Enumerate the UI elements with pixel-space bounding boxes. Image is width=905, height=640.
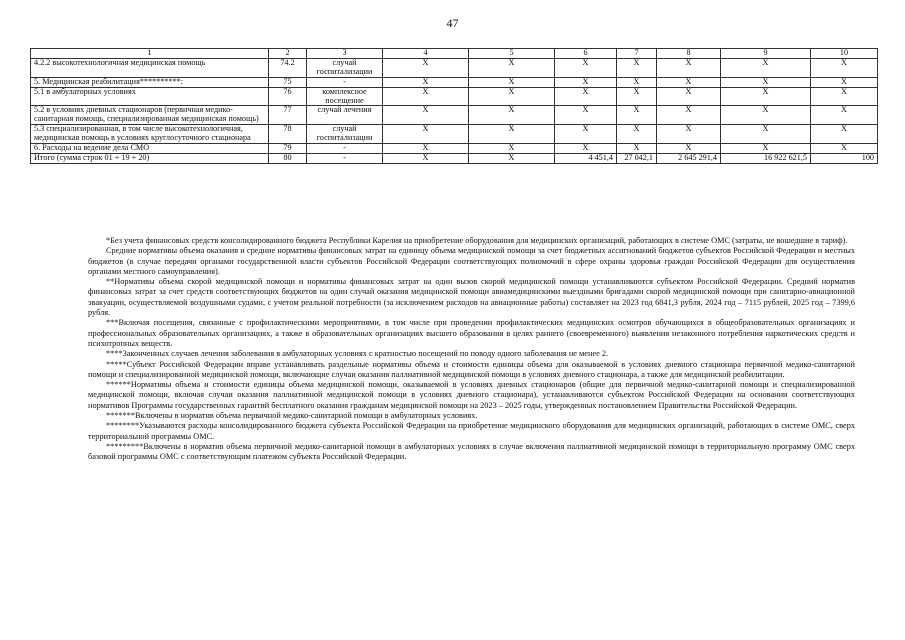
table-cell: X bbox=[657, 77, 721, 87]
table-cell: X bbox=[469, 153, 555, 163]
table-cell: X bbox=[469, 59, 555, 78]
table-cell: 76 bbox=[269, 87, 307, 106]
table-cell: комплексное посещение bbox=[307, 87, 383, 106]
table-cell: 79 bbox=[269, 143, 307, 153]
table-cell: X bbox=[469, 106, 555, 125]
footnote: ******Нормативы объема и стоимости единицы объема медицинской помощи, оказываемой в условиях дневных стационаров (общие для первичной медико-санитарной помощи и специализированной медицинской помощи, включая случаи оказания паллиативной медицинской помощи в условиях дневного стационара), устанавливаются субъектом Российской Федерации на основании соответствующих нормативов Программы государственных гарантий бесплатного оказания гражданам медицинской помощи на 2023 – 2025 годы, утвержденных постановлением Правительства Российской Федерации. bbox=[88, 380, 855, 410]
table-cell: X bbox=[721, 87, 811, 106]
column-number-cell: 4 bbox=[383, 49, 469, 59]
table-cell: X bbox=[657, 143, 721, 153]
column-number-cell: 8 bbox=[657, 49, 721, 59]
row-name-cell: 6. Расходы на ведение дела СМО bbox=[31, 143, 269, 153]
row-name-cell: Итого (сумма строк 01 + 19 + 20) bbox=[31, 153, 269, 163]
row-name-cell: 5.2 в условиях дневных стационаров (первичная медико-санитарная помощь, специализированная медицинская помощь) bbox=[31, 106, 269, 125]
column-number-cell: 3 bbox=[307, 49, 383, 59]
table-cell: X bbox=[555, 143, 617, 153]
table-cell: X bbox=[657, 59, 721, 78]
table-cell: X bbox=[555, 59, 617, 78]
table-cell: 100 bbox=[811, 153, 878, 163]
row-name-cell: 5. Медицинская реабилитация**********: bbox=[31, 77, 269, 87]
column-number-cell: 2 bbox=[269, 49, 307, 59]
table-cell: 27 042,1 bbox=[617, 153, 657, 163]
table-cell: X bbox=[811, 77, 878, 87]
table-cell: X bbox=[617, 143, 657, 153]
table-cell: X bbox=[657, 106, 721, 125]
table-cell: 2 645 291,4 bbox=[657, 153, 721, 163]
table-cell: X bbox=[555, 87, 617, 106]
table-cell: X bbox=[469, 125, 555, 144]
footnote: *Без учета финансовых средств консолидированного бюджета Республики Карелия на приобретение оборудования для медицинских организаций, работающих в системе ОМС (затраты, не вошедшие в тариф). bbox=[106, 236, 848, 245]
footnote: ********Указываются расходы консолидированного бюджета субъекта Российской Федерации на приобретение медицинского оборудования для медицинских организаций, работающих в системе ОМС, сверх территориальной программы ОМС. bbox=[88, 421, 855, 441]
table-cell: X bbox=[617, 125, 657, 144]
table-row bbox=[31, 143, 878, 153]
table-cell: - bbox=[307, 143, 383, 153]
page-number: 47 bbox=[446, 16, 459, 30]
column-number-cell: 6 bbox=[555, 49, 617, 59]
table-cell: X bbox=[617, 87, 657, 106]
table-cell: 16 922 621,5 bbox=[721, 153, 811, 163]
norms-table bbox=[30, 48, 878, 164]
table-cell: 74.2 bbox=[269, 59, 307, 78]
table-cell: 75 bbox=[269, 77, 307, 87]
footnote: *****Субъект Российской Федерации вправе устанавливать раздельные нормативы объема и стоимости единицы объема для оказываемой в условиях дневного стационара первичной медико-санитарной помощи и специализированной медицинской помощи, включающие случаи оказания паллиативной медицинской помощи в условиях дневного стационара, а также для медицинской реабилитации. bbox=[88, 359, 855, 379]
table-cell: случай лечения bbox=[307, 106, 383, 125]
table-cell: X bbox=[383, 143, 469, 153]
table-cell: X bbox=[811, 59, 878, 78]
table-cell: X bbox=[657, 125, 721, 144]
table-cell: - bbox=[307, 77, 383, 87]
footnote: **Нормативы объема скорой медицинской помощи и нормативы финансовых затрат на один вызов скорой медицинской помощи устанавливаются субъектом Российской Федерации. Средний норматив финансовых затрат за счет средств соответствующих бюджетов на один случай оказания медицинской помощи авиамедицинскими выездными бригадами скорой медицинской помощи при санитарно-авиационной эвакуации, осуществляемой воздушными судами, с учетом реальной потребности (за исключением расходов на авиационные работы) составляет на 2023 год 6841,3 рубля, 2024 год – 7115 рублей, 2025 год – 7399,6 рубля. bbox=[88, 277, 855, 318]
footnote: *******Включены в норматив объема первичной медико-санитарной помощи в амбулаторных условиях. bbox=[106, 411, 478, 421]
footnote: ***Включая посещения, связанные с профилактическими мероприятиями, в том числе при проведении профилактических медицинских осмотров обучающихся в общеобразовательных организациях и профессиональных образовательных организациях, а также в образовательных организациях высшего образования в целях раннего (своевременного) выявления незаконного потребления наркотических средств и психотропных веществ. bbox=[88, 318, 855, 348]
footnote: Средние нормативы объема оказания и средние нормативы финансовых затрат на единицу объема медицинской помощи за счет бюджетных ассигнований бюджетов субъектов Российской Федерации и местных бюджетов (в случае передачи органами государственной власти субъектов Российской Федерации соответствующих полномочий в сфере охраны здоровья граждан Российской Федерации для осуществления органами местного самоуправления). bbox=[88, 246, 855, 276]
table-cell: 4 451,4 bbox=[555, 153, 617, 163]
table-cell: X bbox=[721, 106, 811, 125]
column-number-cell: 5 bbox=[469, 49, 555, 59]
table-row bbox=[31, 87, 878, 106]
table-cell: - bbox=[307, 153, 383, 163]
table-cell: X bbox=[721, 125, 811, 144]
table-cell: X bbox=[811, 106, 878, 125]
row-name-cell: 5.3 специализированная, в том числе высокотехнологичная, медицинская помощь в условиях круглосуточного стационара bbox=[31, 125, 269, 144]
column-number-cell: 1 bbox=[31, 49, 269, 59]
table-cell: X bbox=[383, 87, 469, 106]
table-cell: X bbox=[383, 77, 469, 87]
table-cell: X bbox=[617, 77, 657, 87]
table-cell: X bbox=[811, 143, 878, 153]
column-number-cell: 9 bbox=[721, 49, 811, 59]
table-cell: 80 bbox=[269, 153, 307, 163]
footnotes bbox=[88, 236, 855, 463]
table-cell: X bbox=[383, 106, 469, 125]
table-cell: 78 bbox=[269, 125, 307, 144]
table-cell: X bbox=[811, 87, 878, 106]
table-cell: X bbox=[383, 125, 469, 144]
table-header-row bbox=[31, 49, 878, 59]
table-row bbox=[31, 77, 878, 87]
table-cell: X bbox=[383, 153, 469, 163]
column-number-cell: 10 bbox=[811, 49, 878, 59]
table-cell: случай госпитализации bbox=[307, 125, 383, 144]
table-cell: X bbox=[383, 59, 469, 78]
table-row bbox=[31, 153, 878, 163]
table-cell: случай госпитализации bbox=[307, 59, 383, 78]
table-cell: X bbox=[469, 87, 555, 106]
table-cell: X bbox=[721, 77, 811, 87]
table-cell: X bbox=[617, 59, 657, 78]
table-cell: X bbox=[555, 125, 617, 144]
footnote: ****Законченных случаев лечения заболевания в амбулаторных условиях с кратностью посещений по поводу одного заболевания не менее 2. bbox=[106, 349, 609, 359]
table-cell: X bbox=[657, 87, 721, 106]
table-row bbox=[31, 125, 878, 144]
table-cell: X bbox=[555, 77, 617, 87]
table-cell: X bbox=[469, 143, 555, 153]
table-row bbox=[31, 106, 878, 125]
row-name-cell: 4.2.2 высокотехнологичная медицинская помощь bbox=[31, 59, 269, 78]
table-cell: 77 bbox=[269, 106, 307, 125]
table-cell: X bbox=[721, 143, 811, 153]
table-row bbox=[31, 59, 878, 78]
table-cell: X bbox=[555, 106, 617, 125]
table-cell: X bbox=[617, 106, 657, 125]
table-cell: X bbox=[811, 125, 878, 144]
table-cell: X bbox=[469, 77, 555, 87]
footnote: *********Включены в норматив объема первичной медико-санитарной помощи в амбулаторных условиях в случае включения паллиативной медицинской помощи в территориальную программу ОМС сверх базовой программы ОМС с соответствующим платежом субъекта Российской Федерации. bbox=[88, 441, 855, 462]
table-cell: X bbox=[721, 59, 811, 78]
row-name-cell: 5.1 в амбулаторных условиях bbox=[31, 87, 269, 106]
column-number-cell: 7 bbox=[617, 49, 657, 59]
